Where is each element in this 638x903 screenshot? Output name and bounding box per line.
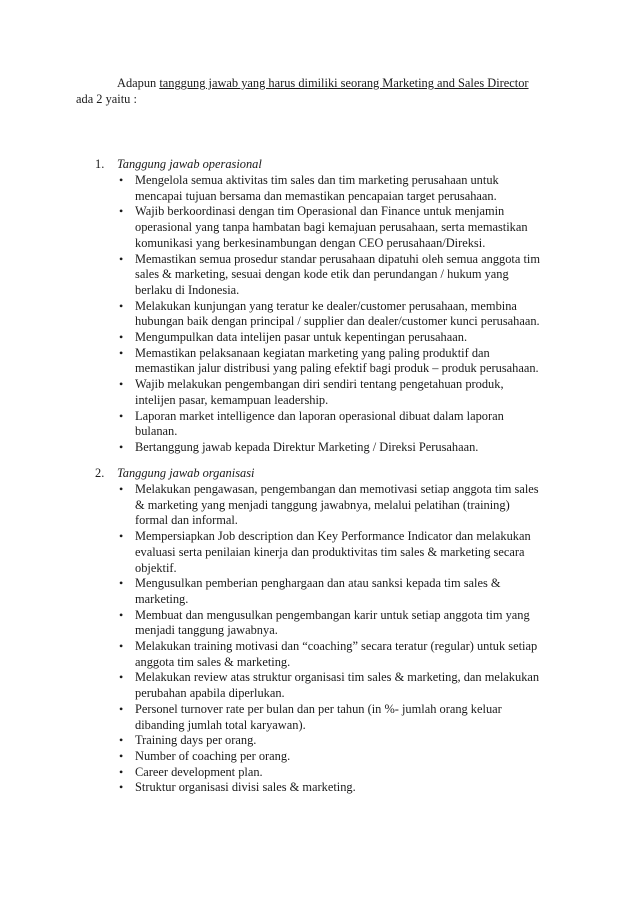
bullet-text-line: berlaku di Indonesia. (135, 282, 240, 297)
bullet-text-line: bulanan. (135, 424, 178, 439)
bullet-text-line: Mengumpulkan data intelijen pasar untuk kepentingan perusahaan. (135, 330, 468, 345)
bullet-item (0, 702, 561, 733)
bullet-dot-icon: • (119, 251, 124, 266)
bullet-text-line: operasional yang tanpa hambatan bagi kemajuan perusahaan, serta memastikan (135, 220, 528, 235)
bullet-dot-icon: • (119, 408, 124, 423)
bullet-dot-icon: • (119, 607, 124, 622)
bullet-dot-icon: • (119, 576, 124, 591)
bullet-text-line: marketing. (135, 591, 189, 606)
bullet-item (0, 765, 561, 781)
bullet-text-line: Melakukan training motivasi dan “coaching” secara teratur (regular) untuk setiap (135, 639, 538, 654)
bullet-text-line: komunikasi yang berkesinambungan dengan CEO perusahaan/Direksi. (135, 235, 486, 250)
bullet-text-line: memastikan jalur distribusi yang paling efektif bagi produk – produk perusahaan. (135, 361, 539, 376)
bullet-dot-icon: • (119, 748, 124, 763)
bullet-item (0, 733, 561, 749)
bullet-text-line: Wajib berkoordinasi dengan tim Operasional dan Finance untuk menjamin (135, 204, 505, 219)
bullet-dot-icon: • (119, 330, 124, 345)
bullet-text-line: Training days per orang. (135, 733, 257, 748)
bullet-text-line: Personel turnover rate per bulan dan per tahun (in %- jumlah orang keluar (135, 701, 502, 716)
bullet-item (0, 576, 561, 607)
bullet-text-line: objektif. (135, 560, 177, 575)
bullet-dot-icon: • (119, 780, 124, 795)
section-title: Tanggung jawab organisasi (117, 466, 255, 480)
bullet-dot-icon: • (119, 377, 124, 392)
bullet-text-line: formal dan informal. (135, 513, 238, 528)
intro-paragraph (76, 76, 556, 107)
bullet-text-line: & marketing yang menjadi tanggung jawabnya, melalui pelatihan (training) (135, 497, 510, 512)
bullet-text-line: Bertanggung jawab kepada Direktur Marketing / Direksi Perusahaan. (135, 439, 479, 454)
bullet-text-line: dibanding jumlah total karyawan). (135, 717, 306, 732)
section-heading (0, 466, 638, 482)
bullet-dot-icon: • (119, 733, 124, 748)
bullet-text-line: intelijen pasar, kemampuan leadership. (135, 392, 329, 407)
bullet-item (0, 440, 561, 456)
bullet-text-line: perubahan apabila diperlukan. (135, 686, 285, 701)
bullet-item (0, 377, 561, 408)
section-heading (0, 157, 638, 173)
bullet-dot-icon: • (119, 639, 124, 654)
section-organisasi (0, 466, 638, 796)
bullet-dot-icon: • (119, 345, 124, 360)
bullet-item (0, 749, 561, 765)
bullet-item (0, 173, 561, 204)
bullet-text-line: Career development plan. (135, 764, 263, 779)
bullet-dot-icon: • (119, 204, 124, 219)
bullet-dot-icon: • (119, 298, 124, 313)
bullet-text-line: Number of coaching per orang. (135, 748, 291, 763)
bullet-dot-icon: • (119, 764, 124, 779)
section-title: Tanggung jawab operasional (117, 157, 262, 171)
intro-underlined-phrase: tanggung jawab yang harus dimiliki seorang Marketing and Sales Director (159, 76, 529, 90)
intro-prefix: Adapun (117, 76, 160, 90)
bullet-list (0, 173, 638, 456)
bullet-item (0, 529, 561, 576)
bullet-text-line: Mempersiapkan Job description dan Key Performance Indicator dan melakukan (135, 529, 531, 544)
bullet-item (0, 204, 561, 251)
bullet-text-line: mencapai tujuan bersama dan memastikan pencapaian target perusahaan. (135, 188, 497, 203)
bullet-list (0, 482, 638, 796)
bullet-dot-icon: • (119, 529, 124, 544)
bullet-dot-icon: • (119, 701, 124, 716)
section-number: 2. (95, 466, 105, 480)
bullet-text-line: Memastikan semua prosedur standar perusahaan dipatuhi oleh semua anggota tim (135, 251, 540, 266)
bullet-text-line: Wajib melakukan pengembangan diri sendiri tentang pengetahuan produk, (135, 377, 504, 392)
bullet-text-line: Melakukan kunjungan yang teratur ke dealer/customer perusahaan, membina (135, 298, 517, 313)
bullet-item (0, 330, 561, 346)
section-operasional (0, 157, 638, 456)
section-number: 1. (95, 157, 105, 171)
bullet-item (0, 670, 561, 701)
bullet-item (0, 639, 561, 670)
bullet-item (0, 409, 561, 440)
bullet-text-line: Melakukan pengawasan, pengembangan dan memotivasi setiap anggota tim sales (135, 482, 539, 496)
bullet-text-line: evaluasi serta penilaian kinerja dan produktivitas tim sales & marketing secara (135, 544, 525, 559)
bullet-text-line: Membuat dan mengusulkan pengembangan karir untuk setiap anggota tim yang (135, 607, 530, 622)
bullet-dot-icon: • (119, 439, 124, 454)
bullet-text-line: Mengusulkan pemberian penghargaan dan atau sanksi kepada tim sales & (135, 576, 501, 591)
bullet-item (0, 482, 561, 529)
bullet-dot-icon: • (119, 482, 124, 496)
intro-line-1 (76, 76, 556, 92)
bullet-text-line: Melakukan review atas struktur organisasi tim sales & marketing, dan melakukan (135, 670, 540, 685)
bullet-text-line: sales & marketing, sesuai dengan kode etik dan perundangan / hukum yang (135, 267, 509, 282)
bullet-text-line: hubungan baik dengan principal / supplier dan dealer/customer kunci perusahaan. (135, 314, 540, 329)
bullet-item (0, 608, 561, 639)
bullet-item (0, 346, 561, 377)
bullet-item (0, 299, 561, 330)
intro-line-2: ada 2 yaitu : (76, 91, 137, 106)
bullet-text-line: Laporan market intelligence dan laporan operasional dibuat dalam laporan (135, 408, 504, 423)
bullet-item (0, 252, 561, 299)
bullet-text-line: Mengelola semua aktivitas tim sales dan tim marketing perusahaan untuk (135, 173, 499, 187)
bullet-dot-icon: • (119, 173, 124, 187)
bullet-text-line: Memastikan pelaksanaan kegiatan marketing yang paling produktif dan (135, 345, 490, 360)
bullet-text-line: anggota tim sales & marketing. (135, 654, 291, 669)
bullet-item (0, 780, 561, 796)
bullet-dot-icon: • (119, 670, 124, 685)
bullet-text-line: Struktur organisasi divisi sales & marketing. (135, 780, 356, 795)
bullet-text-line: menjadi tanggung jawabnya. (135, 623, 278, 638)
